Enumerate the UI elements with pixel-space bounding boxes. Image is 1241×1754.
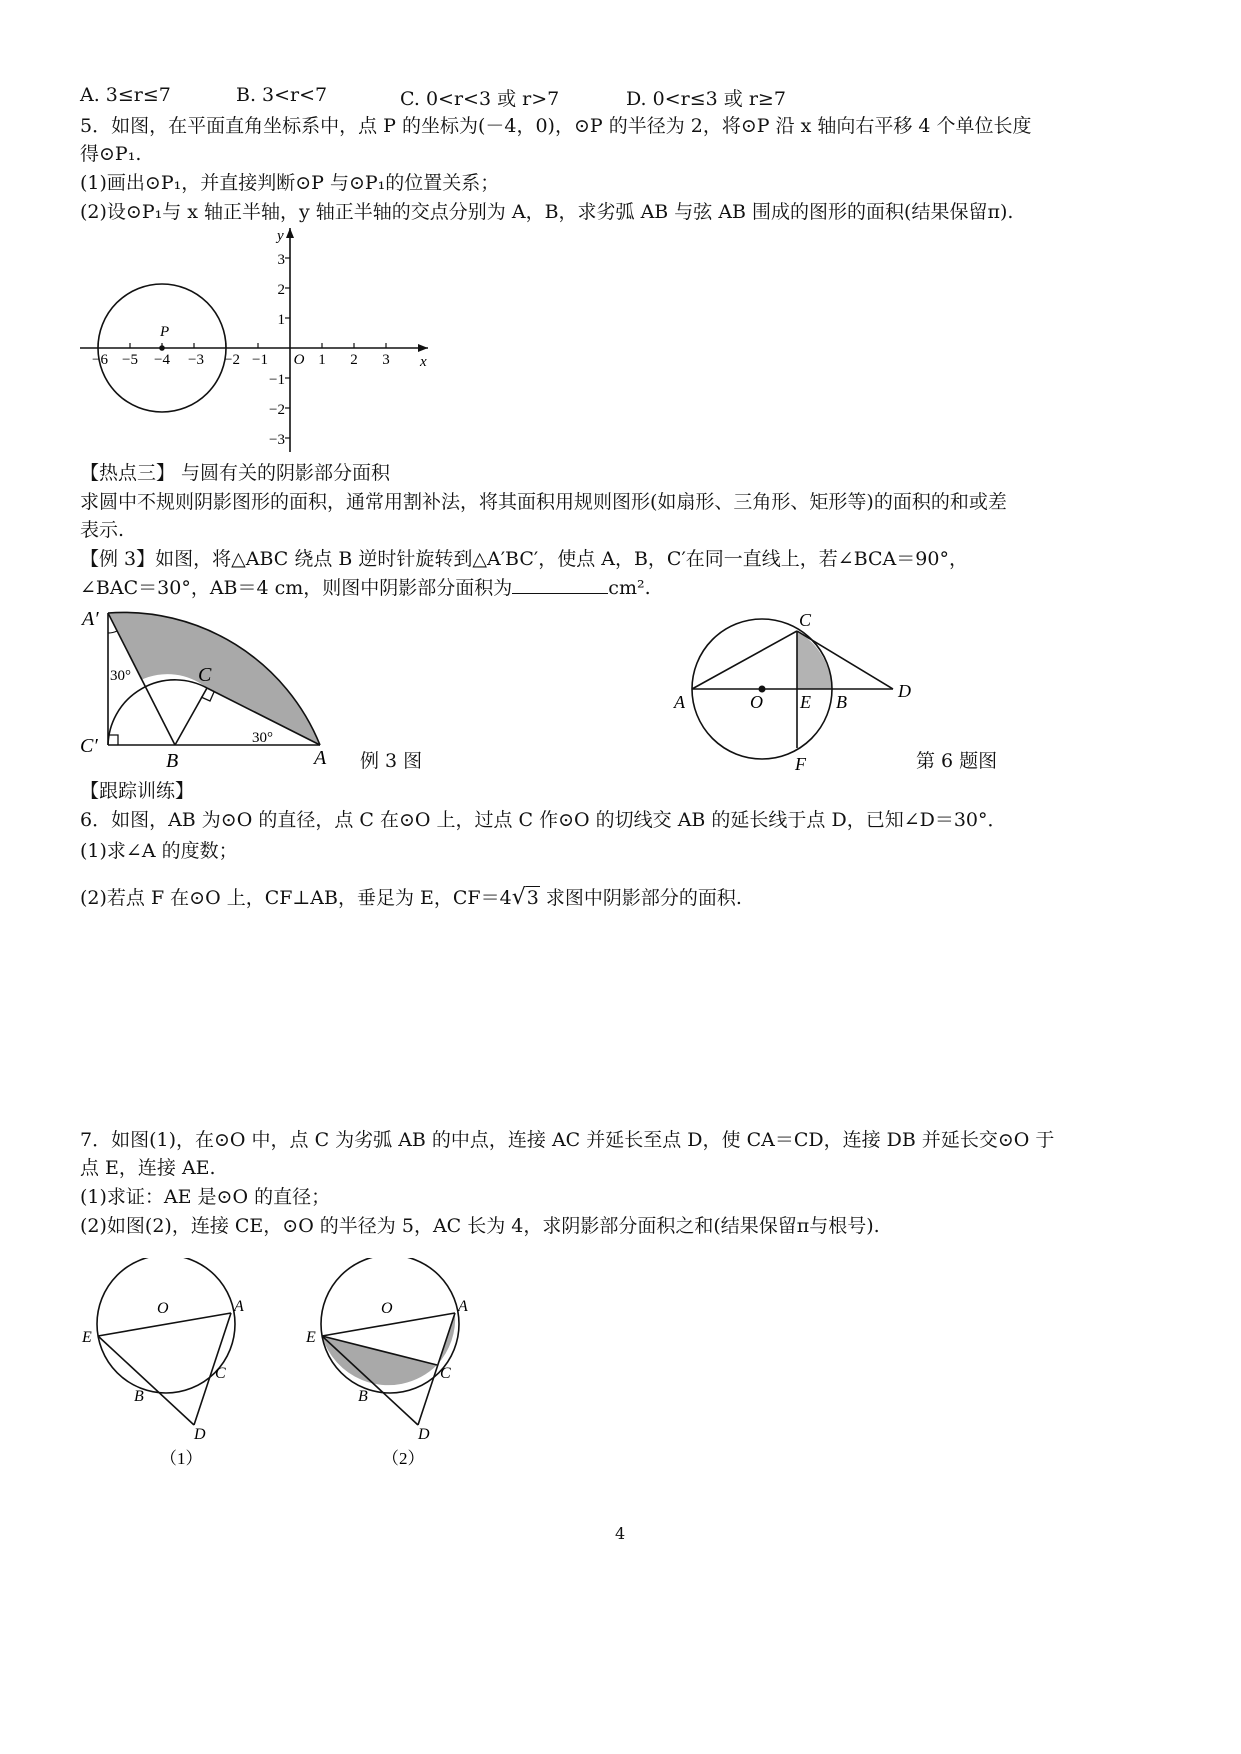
label-b: B xyxy=(134,1388,144,1405)
label-o: O xyxy=(381,1300,393,1317)
label-e: E xyxy=(82,1329,92,1346)
hot3-desc-line2: 表示. xyxy=(80,519,125,541)
label-b: B xyxy=(166,750,179,770)
label-e: E xyxy=(306,1329,316,1346)
q5-part2: (2)设⊙P₁与 x 轴正半轴，y 轴正半轴的交点分别为 A，B，求劣弧 AB 与弦 AB 围成的图形的面积(结果保留π). xyxy=(80,201,1014,223)
x-tick-labels xyxy=(92,352,390,368)
ex3-caption: 例 3 图 xyxy=(360,750,423,772)
page-number: 4 xyxy=(615,1524,626,1543)
q7-part2: (2)如图(2)，连接 CE，⊙O 的半径为 5，AC 长为 4，求阴影部分面积之和(结果保留π与根号). xyxy=(80,1215,880,1237)
q6-part2-text: (2)若点 F 在⊙O 上，CF⊥AB，垂足为 E，CF＝4 xyxy=(80,887,512,909)
label-a: A xyxy=(674,692,685,712)
q6-stem: 6．如图，AB 为⊙O 的直径，点 C 在⊙O 上，过点 C 作⊙O 的切线交 AB 的延长线于点 D，已知∠D＝30°． xyxy=(80,809,1007,831)
label-c: C xyxy=(440,1365,451,1382)
track-title: 【跟踪训练】 xyxy=(80,780,195,802)
sqrt-symbol: √ xyxy=(511,885,526,910)
segment-b-c xyxy=(175,688,207,745)
y-tick-label: −2 xyxy=(269,402,285,418)
example3-figure xyxy=(78,600,338,770)
label-d: D xyxy=(194,1426,206,1443)
label-b: B xyxy=(836,692,847,712)
ex3-line2 xyxy=(80,577,651,601)
q6-part2 xyxy=(80,884,742,912)
ex3-unit: cm². xyxy=(608,577,651,599)
x-tick-label: −4 xyxy=(154,352,170,368)
option-a: A. 3≤r≤7 xyxy=(80,84,171,106)
q7-part1: (1)求证：AE 是⊙O 的直径； xyxy=(80,1186,331,1208)
fig6-caption: 第 6 题图 xyxy=(916,750,998,772)
x-tick-label: −2 xyxy=(224,352,240,368)
label-f: F xyxy=(795,754,806,774)
x-tick-label: −6 xyxy=(92,352,108,368)
label-d: D xyxy=(898,681,911,701)
point-p-label: P xyxy=(160,324,170,340)
x-tick-label: 3 xyxy=(382,352,390,368)
answer-blank xyxy=(512,577,608,594)
x-tick-label: 1 xyxy=(318,352,326,368)
hot3-desc-line1: 求圆中不规则阴影图形的面积，通常用割补法，将其面积用规则图形(如扇形、三角形、矩形等)的面积的和或差 xyxy=(80,491,1007,513)
option-d: D. 0<r≤3 或 r≥7 xyxy=(626,88,786,110)
q5-stem-line1: 5．如图，在平面直角坐标系中，点 P 的坐标为(－4，0)，⊙P 的半径为 2，将⊙P 沿 x 轴向右平移 4 个单位长度 xyxy=(80,115,1032,137)
x-tick-label: −1 xyxy=(252,352,268,368)
x-axis-label: x xyxy=(420,354,427,370)
segment-e-d xyxy=(98,1336,194,1425)
shaded-segment xyxy=(797,631,832,689)
ex3-line2-text: ∠BAC＝30°，AB＝4 cm，则图中阴影部分面积为 xyxy=(80,577,513,599)
y-tick-label: 1 xyxy=(277,312,285,328)
label-b: B xyxy=(358,1388,368,1405)
label-e: E xyxy=(800,692,811,712)
sqrt-radicand: 3 xyxy=(526,887,539,909)
hot3-title: 【热点三】 与圆有关的阴影部分面积 xyxy=(80,462,391,484)
ex3-line1: 【例 3】如图，将△ABC 绕点 B 逆时针旋转到△A′BC′，使点 A，B，C′在同一直线上，若∠BCA＝90°， xyxy=(80,548,968,570)
coordinate-plane-figure xyxy=(75,222,445,460)
x-axis-arrow xyxy=(418,344,428,352)
label-o: O xyxy=(157,1300,169,1317)
label-angle-30-top: 30° xyxy=(110,668,131,684)
x-tick-label: −3 xyxy=(188,352,204,368)
y-tick-labels xyxy=(269,252,285,448)
origin-label: O xyxy=(293,352,305,368)
q7-stem-line2: 点 E，连接 AE. xyxy=(80,1157,216,1179)
q6-part2-text-end: 求图中阴影部分的面积. xyxy=(545,887,742,909)
x-tick-label: 2 xyxy=(350,352,358,368)
y-axis-arrow xyxy=(286,228,294,238)
segment-a-c xyxy=(692,631,797,689)
label-c: C xyxy=(799,610,812,630)
point-p xyxy=(159,345,165,351)
y-axis-label: y xyxy=(277,228,284,244)
y-tick-label: −1 xyxy=(269,372,285,388)
figure7-2 xyxy=(300,1258,490,1470)
figure7-1 xyxy=(76,1258,256,1470)
angle-arc-a-prime xyxy=(108,631,117,633)
q6-part1: (1)求∠A 的度数； xyxy=(80,840,238,862)
label-o: O xyxy=(750,692,763,712)
label-a: A xyxy=(234,1298,244,1315)
caption-2: （2） xyxy=(382,1449,425,1468)
label-c: C xyxy=(215,1365,226,1382)
figure6 xyxy=(670,604,920,776)
y-tick-label: 3 xyxy=(277,252,285,268)
label-a: A xyxy=(458,1298,468,1315)
label-a: A xyxy=(314,747,327,769)
y-tick-label: −3 xyxy=(269,432,285,448)
x-tick-label: −5 xyxy=(122,352,138,368)
caption-1: （1） xyxy=(160,1449,203,1468)
label-a-prime: A′ xyxy=(82,608,99,630)
option-c: C. 0<r<3 或 r>7 xyxy=(400,88,560,110)
inner-arc xyxy=(108,680,207,745)
option-b: B. 3<r<7 xyxy=(236,84,328,106)
label-d: D xyxy=(418,1426,430,1443)
q7-stem-line1: 7．如图(1)，在⊙O 中，点 C 为劣弧 AB 的中点，连接 AC 并延长至点 D，使 CA＝CD，连接 DB 并延长交⊙O 于 xyxy=(80,1129,1055,1151)
label-angle-30-bottom: 30° xyxy=(252,730,273,746)
y-tick-label: 2 xyxy=(277,282,285,298)
label-c: C xyxy=(198,664,212,686)
q5-part1: (1)画出⊙P₁，并直接判断⊙P 与⊙P₁的位置关系； xyxy=(80,172,500,194)
label-c-prime: C′ xyxy=(80,735,98,757)
q5-stem-line2: 得⊙P₁. xyxy=(80,143,142,165)
